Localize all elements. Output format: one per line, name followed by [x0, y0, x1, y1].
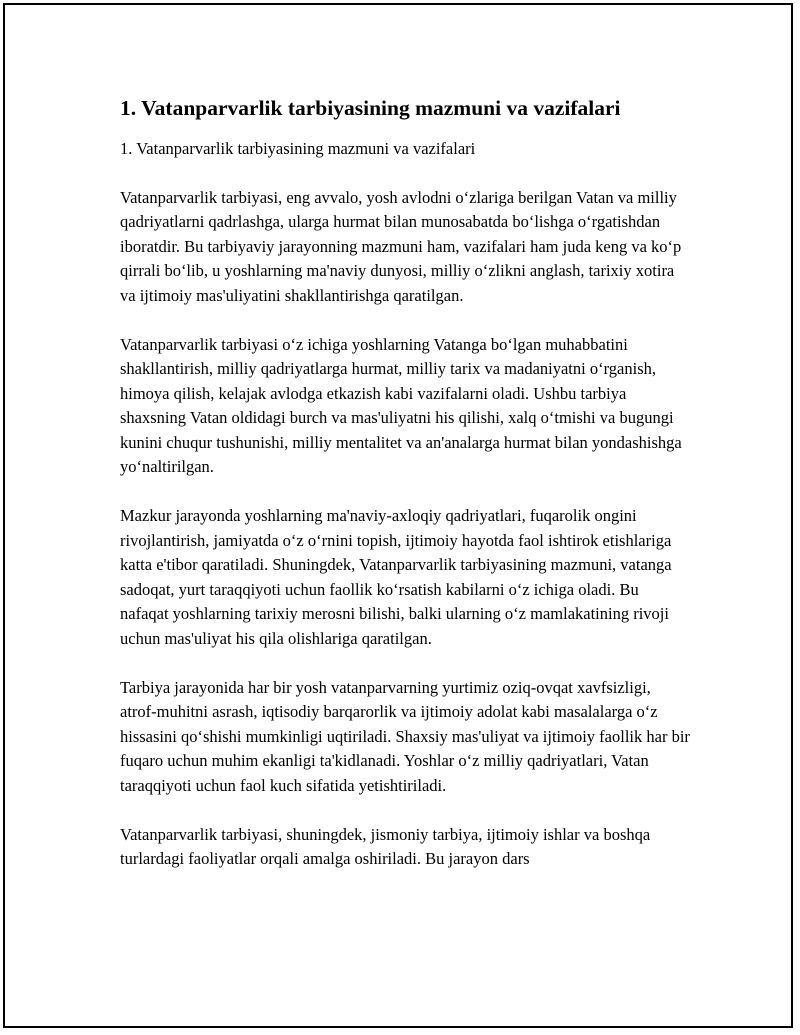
document-body [120, 95, 690, 872]
paragraph-1: Vatanparvarlik tarbiyasi, eng avvalo, yosh avlodni o‘zlariga berilgan Vatan va milliy qadriyatlarni qadrlashga, ularga hurmat bilan munosabatda bo‘lishga o‘rgatishdan iboratdir. Bu tarbiyaviy jarayonning mazmuni ham, vazifalari ham juda keng va ko‘p qirrali bo‘lib, u yoshlarning ma'naviy dunyosi, milliy o‘zlikni anglash, tarixiy xotira va ijtimoiy mas'uliyatini shakllantirishga qaratilgan. [120, 187, 682, 305]
document-page [3, 3, 793, 1028]
paragraph-3: Mazkur jarayonda yoshlarning ma'naviy-axloqiy qadriyatlari, fuqarolik ongini rivojlantirish, jamiyatda o‘z o‘rnini topish, ijtimoiy hayotda faol ishtirok etishlariga katta e'tibor qaratiladi. Shuningdek, Vatanparvarlik tarbiyasining mazmuni, vatanga sadoqat, yurt taraqqiyoti uchun faollik ko‘rsatish kabilarni o‘z ichiga oladi. Bu nafaqat yoshlarning tarixiy merosni bilishi, balki ularning o‘z mamlakatining rivoji uchun mas'uliyat his qila olishlariga qaratilgan. [120, 506, 672, 648]
paragraph-2: Vatanparvarlik tarbiyasi o‘z ichiga yoshlarning Vatanga bo‘lgan muhabbatini shakllantirish, milliy qadriyatlarga hurmat, milliy tarix va madaniyatni o‘rganish, himoya qilish, kelajak avlodga etkazish kabi vazifalarni oladi. Ushbu tarbiya shaxsning Vatan oldidagi burch va mas'uliyatni his qilishi, xalq o‘tmishi va bugungi kunini chuqur tushunishi, milliy mentalitet va an'analarga hurmat bilan yondashishga yo‘naltirilgan. [120, 334, 682, 477]
document-subtitle: 1. Vatanparvarlik tarbiyasining mazmuni va vazifalari [120, 138, 476, 158]
paragraph-5: Vatanparvarlik tarbiyasi, shuningdek, jismoniy tarbiya, ijtimoiy ishlar va boshqa turlardagi faoliyatlar orqali amalga oshiriladi. Bu jarayon dars [120, 824, 651, 869]
document-title: 1. Vatanparvarlik tarbiyasining mazmuni va vazifalari [120, 96, 621, 120]
paragraph-4: Tarbiya jarayonida har bir yosh vatanparvarning yurtimiz oziq-ovqat xavfsizligi, atrof-muhitni asrash, iqtisodiy barqarorlik va ijtimoiy adolat kabi masalalarga o‘z hissasini qo‘shishi mumkinligi uqtiriladi. Shaxsiy mas'uliyat va ijtimoiy faollik har bir fuqaro uchun muhim ekanligi ta'kidlanadi. Yoshlar o‘z milliy qadriyatlari, Vatan taraqqiyoti uchun faol kuch sifatida yetishtiriladi. [120, 677, 690, 795]
